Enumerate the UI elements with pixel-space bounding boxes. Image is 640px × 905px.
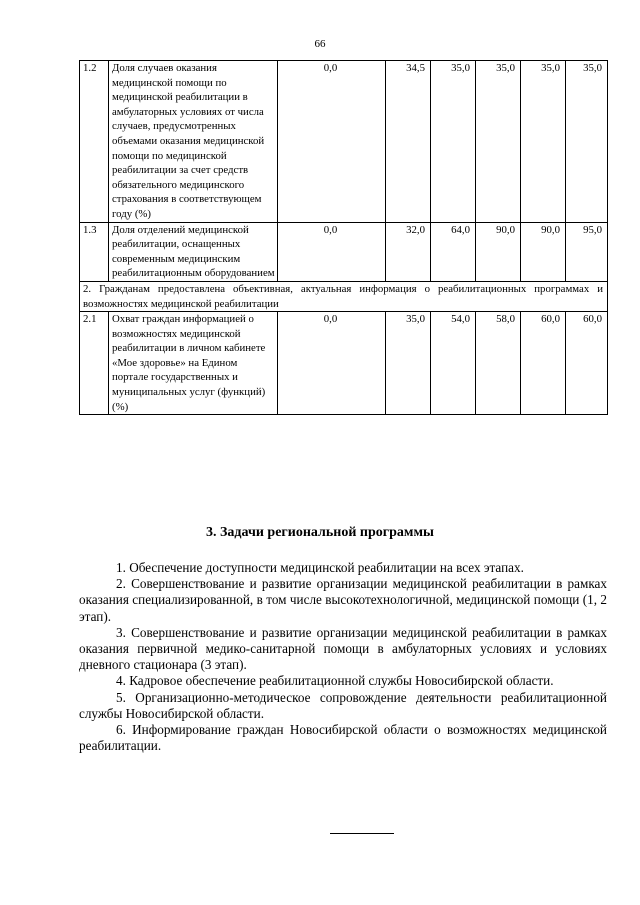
value-cell: 34,5 — [386, 61, 431, 223]
value-cell: 35,0 — [476, 61, 521, 223]
task-item: 3. Совершенствование и развитие организации медицинской реабилитации в рамках оказания первичной медико-санитарной помощи в амбулаторных условиях и условиях дневного стационара (3 этап). — [79, 624, 607, 673]
value-cell: 35,0 — [386, 312, 431, 415]
section-heading: 3. Задачи региональной программы — [206, 525, 434, 540]
value-cell: 64,0 — [431, 222, 476, 281]
value-cell: 60,0 — [566, 312, 608, 415]
row-number: 1.2 — [80, 61, 109, 223]
row-number: 2.1 — [80, 312, 109, 415]
indicator-name: Доля отделений медицинской реабилитации, оснащенных современным медицинским реабилитационным оборудованием — [109, 222, 278, 281]
table-row-1-2 — [80, 61, 608, 223]
page-number: 66 — [314, 38, 326, 50]
task-item: 4. Кадровое обеспечение реабилитационной службы Новосибирской области. — [116, 673, 554, 689]
row-number: 1.3 — [80, 222, 109, 281]
table-row-2-1 — [80, 312, 608, 415]
table-section-row — [80, 281, 608, 311]
value-cell: 32,0 — [386, 222, 431, 281]
value-cell: 95,0 — [566, 222, 608, 281]
value-cell: 0,0 — [278, 61, 386, 223]
task-item: 5. Организационно-методическое сопровождение деятельности реабилитационной службы Новосибирской области. — [79, 689, 607, 721]
indicator-name: Охват граждан информацией о возможностях медицинской реабилитации в личном кабинете «Мое здоровье» на Едином портале государственных и муниципальных услуг (функций) (%) — [109, 312, 278, 415]
indicators-table — [79, 60, 608, 415]
indicator-name: Доля случаев оказания медицинской помощи по медицинской реабилитации в амбулаторных условиях от числа случаев, предусмотренных объемами оказания медицинской помощи по медицинской реабилитации за счет средств обязательного медицинского страхования в соответствующем году (%) — [109, 61, 278, 223]
value-cell: 35,0 — [431, 61, 476, 223]
value-cell: 90,0 — [521, 222, 566, 281]
end-divider — [330, 833, 394, 834]
value-cell: 58,0 — [476, 312, 521, 415]
task-item: 2. Совершенствование и развитие организации медицинской реабилитации в рамках оказания специализированной, в том числе высокотехнологичной, медицинской помощи (1, 2 этап). — [79, 576, 607, 624]
value-cell: 35,0 — [566, 61, 608, 223]
value-cell: 0,0 — [278, 312, 386, 415]
value-cell: 35,0 — [521, 61, 566, 223]
task-item: 6. Информирование граждан Новосибирской области о возможностях медицинской реабилитации. — [79, 722, 607, 754]
table-row-1-3 — [80, 222, 608, 281]
value-cell: 54,0 — [431, 312, 476, 415]
tasks-list — [79, 560, 607, 754]
section-title: 2. Гражданам предоставлена объективная, актуальная информация о реабилитационных программах и возможностях медицинской реабилитации — [80, 281, 608, 311]
value-cell: 0,0 — [278, 222, 386, 281]
task-item: 1. Обеспечение доступности медицинской реабилитации на всех этапах. — [116, 560, 524, 575]
value-cell: 60,0 — [521, 312, 566, 415]
value-cell: 90,0 — [476, 222, 521, 281]
